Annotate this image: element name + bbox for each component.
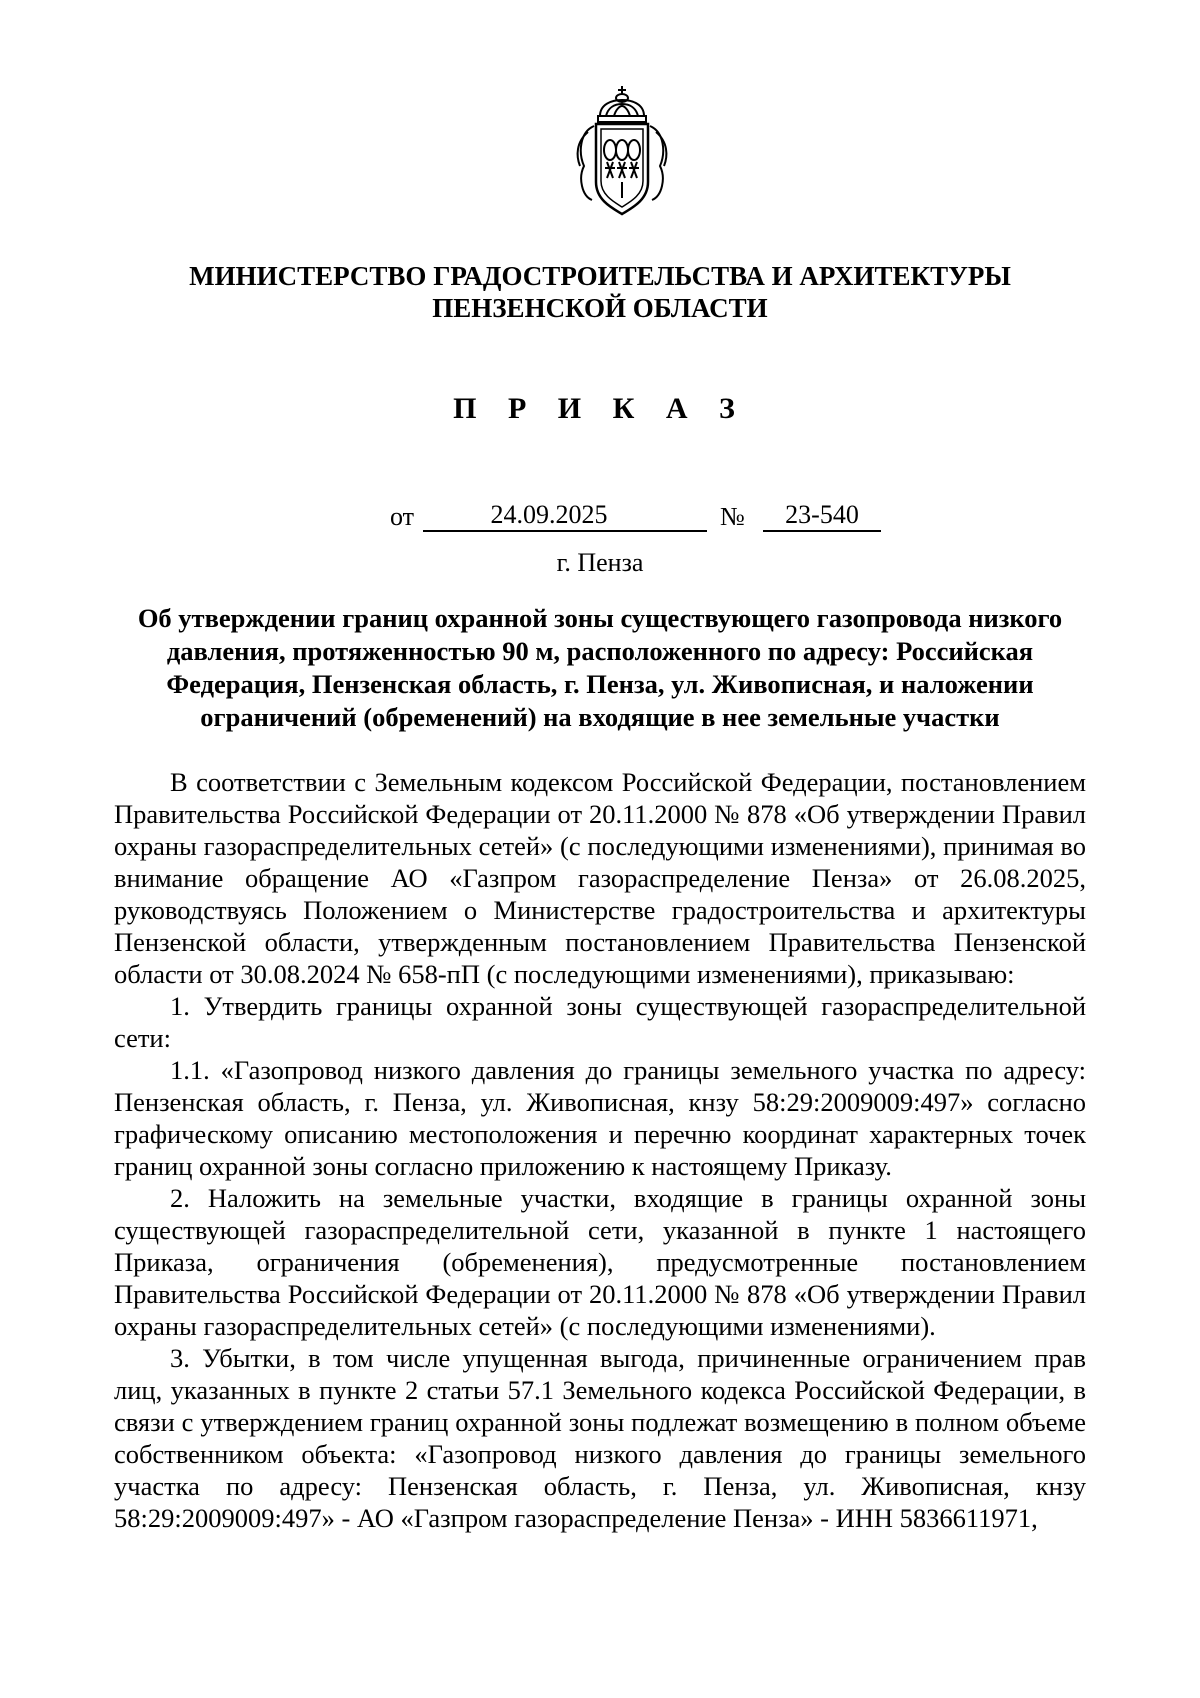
date-value: 24.09.2025: [490, 500, 608, 529]
document-title: [122, 602, 1078, 734]
date-prefix-label: от: [390, 502, 415, 531]
document-type: П Р И К А З: [453, 392, 747, 425]
title-line: Об утверждении границ охранной зоны существующего газопровода низкого: [137, 603, 1063, 633]
title-line: Федерация, Пензенская область, г. Пенза, ул. Живописная, и наложении: [166, 669, 1034, 699]
number-prefix-label: №: [720, 502, 745, 531]
preamble-paragraph: В соответствии с Земельным кодексом Российской Федерации, постановлением Правительства Российской Федерации от 20.11.2000 № 878 «Об утверждении Правил охраны газораспределительных сетей» (с последующими изменениями), принимая во внимание обращение АО «Газпром газораспределение Пенза» от 26.08.2025, руководствуясь Положением о Министерстве градостроительства и архитектуры Пензенской области, утвержденным постановлением Правительства Пензенской области от 30.08.2024 № 658-пП (с последующими изменениями), приказываю:: [114, 767, 1086, 989]
coat-of-arms-icon: [570, 82, 674, 222]
document-body: [114, 766, 1086, 1534]
date-field: [423, 500, 707, 532]
date-number-row: [390, 500, 910, 536]
number-value: 23-540: [785, 500, 859, 529]
item-2-paragraph: 2. Наложить на земельные участки, входящие в границы охранной зоны существующей газораспределительной сети, указанной в пункте 1 настоящего Приказа, ограничения (обременения), предусмотренные постановлением Правительства Российской Федерации от 20.11.2000 № 878 «Об утверждении Правил охраны газораспределительных сетей» (с последующими изменениями).: [114, 1183, 1086, 1341]
ministry-name-line1: МИНИСТЕРСТВО ГРАДОСТРОИТЕЛЬСТВА И АРХИТЕКТУРЫ: [189, 261, 1011, 291]
ministry-name: [100, 260, 1100, 324]
item-1-1-paragraph: 1.1. «Газопровод низкого давления до границы земельного участка по адресу: Пензенская область, г. Пенза, ул. Живописная, кнзу 58:29:2009009:497» согласно графическому описанию местоположения и перечню координат характерных точек границ охранной зоны согласно приложению к настоящему Приказу.: [114, 1055, 1086, 1181]
title-line: ограничений (обременений) на входящие в нее земельные участки: [200, 702, 1000, 732]
ministry-name-line2: ПЕНЗЕНСКОЙ ОБЛАСТИ: [432, 293, 768, 323]
item-3-paragraph: 3. Убытки, в том числе упущенная выгода, причиненные ограничением прав лиц, указанных в пункте 2 статьи 57.1 Земельного кодекса Российской Федерации, в связи с утверждением границ охранной зоны подлежат возмещению в полном объеме собственником объекта: «Газопровод низкого давления до границы земельного участка по адресу: Пензенская область, г. Пенза, ул. Живописная, кнзу 58:29:2009009:497» - АО «Газпром газораспределение Пенза» - ИНН 5836611971,: [114, 1343, 1086, 1533]
number-field: [763, 500, 881, 532]
item-1-paragraph: 1. Утвердить границы охранной зоны существующей газораспределительной сети:: [114, 991, 1086, 1053]
title-line: давления, протяженностью 90 м, расположенного по адресу: Российская: [166, 636, 1034, 666]
city-label: г. Пенза: [556, 548, 644, 577]
